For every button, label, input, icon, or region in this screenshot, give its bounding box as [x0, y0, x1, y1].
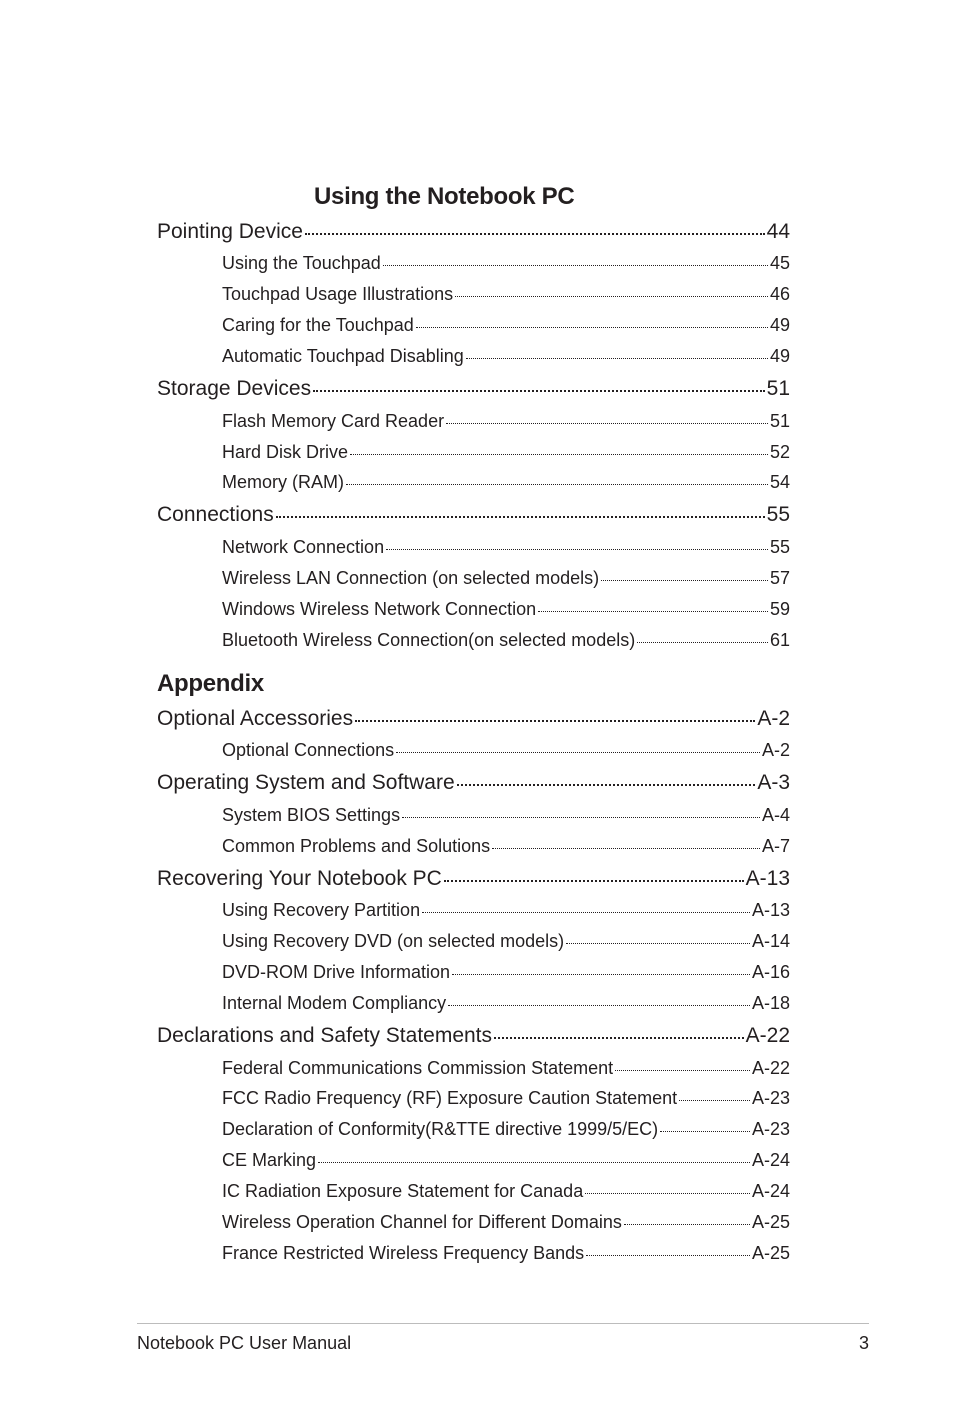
toc-entry-label: Wireless Operation Channel for Different Domains	[222, 1212, 622, 1232]
section-title-using-notebook: Using the Notebook PC	[314, 183, 575, 210]
footer-manual-title: Notebook PC User Manual	[137, 1333, 352, 1353]
dot-leader	[586, 1255, 750, 1256]
toc-entry-label: Recovering Your Notebook PC	[157, 867, 442, 890]
toc-entry-page: 57	[769, 568, 790, 588]
toc-entry-label: Touchpad Usage Illustrations	[222, 284, 454, 304]
toc-entry-page: A-13	[745, 867, 790, 890]
toc-entry-page: A-14	[751, 931, 790, 951]
toc-entry-label: Optional Accessories	[157, 707, 354, 730]
dot-leader	[585, 1193, 750, 1194]
toc-entry-label: Connections	[157, 503, 274, 526]
toc-entry-page: 44	[766, 220, 790, 243]
toc-entry-label: Storage Devices	[157, 377, 312, 400]
footer-divider	[137, 1323, 869, 1324]
toc-entry-label: System BIOS Settings	[222, 805, 401, 825]
toc-entry-page: A-7	[761, 836, 790, 856]
toc-entry-label: Federal Communications Commission Statement	[222, 1058, 614, 1078]
dot-leader	[346, 484, 768, 485]
toc-entry[interactable]	[157, 537, 790, 561]
toc-entry[interactable]	[157, 411, 790, 435]
toc-entry-label: Common Problems and Solutions	[222, 836, 491, 856]
toc-entry-page: A-22	[751, 1058, 790, 1078]
toc-entry[interactable]	[157, 220, 790, 246]
dot-leader	[444, 880, 744, 882]
toc-entry[interactable]	[157, 1181, 790, 1205]
toc-entry[interactable]	[157, 315, 790, 339]
toc-entry-page: A-25	[751, 1212, 790, 1232]
toc-entry[interactable]	[157, 900, 790, 924]
toc-entry[interactable]	[157, 771, 790, 797]
toc-entry-label: Bluetooth Wireless Connection(on selected models)	[222, 630, 636, 650]
toc-entry-page: 46	[769, 284, 790, 304]
toc-entry[interactable]	[157, 931, 790, 955]
toc-entry-page: 49	[769, 346, 790, 366]
toc-entry-page: A-16	[751, 962, 790, 982]
toc-entry-label: Network Connection	[222, 537, 385, 557]
dot-leader	[624, 1224, 750, 1225]
dot-leader	[402, 817, 760, 818]
toc-entry[interactable]	[157, 867, 790, 893]
dot-leader	[350, 454, 768, 455]
dot-leader	[276, 516, 765, 518]
dot-leader	[383, 265, 768, 266]
toc-entry-label: Flash Memory Card Reader	[222, 411, 445, 431]
toc-entry-page: A-2	[757, 707, 790, 730]
toc-entry-label: Caring for the Touchpad	[222, 315, 414, 335]
toc-entry[interactable]	[157, 1150, 790, 1174]
dot-leader	[494, 1037, 744, 1039]
toc-entry[interactable]	[157, 346, 790, 370]
toc-entry[interactable]	[157, 1058, 790, 1082]
toc-entry-label: Hard Disk Drive	[222, 442, 349, 462]
toc-entry[interactable]	[157, 377, 790, 403]
toc-entry-page: A-3	[757, 771, 790, 794]
toc-entry[interactable]	[157, 962, 790, 986]
dot-leader	[448, 1005, 750, 1006]
toc-entry[interactable]	[157, 1088, 790, 1112]
toc-entry[interactable]	[157, 253, 790, 277]
toc-entry-page: A-24	[751, 1150, 790, 1170]
toc-entry-label: Using Recovery DVD (on selected models)	[222, 931, 565, 951]
toc-entry-label: Operating System and Software	[157, 771, 455, 794]
toc-entry-label: Declaration of Conformity(R&TTE directive 1999/5/EC)	[222, 1119, 659, 1139]
dot-leader	[601, 580, 768, 581]
toc-entry-label: Pointing Device	[157, 220, 303, 243]
toc-entry-page: 49	[769, 315, 790, 335]
dot-leader	[396, 752, 760, 753]
toc-entry-page: 51	[769, 411, 790, 431]
dot-leader	[566, 943, 750, 944]
dot-leader	[422, 912, 750, 913]
dot-leader	[457, 784, 756, 786]
toc-entry-label: Declarations and Safety Statements	[157, 1024, 493, 1047]
toc-entry[interactable]	[157, 1024, 790, 1050]
toc-entry-label: Optional Connections	[222, 740, 395, 760]
footer-page-number: 3	[858, 1333, 869, 1353]
toc-entry[interactable]	[157, 284, 790, 308]
toc-entry-page: 61	[769, 630, 790, 650]
dot-leader	[637, 642, 768, 643]
toc-entry[interactable]	[157, 599, 790, 623]
toc-entry-page: 52	[769, 442, 790, 462]
toc-entry-label: Memory (RAM)	[222, 472, 344, 492]
toc-entry-label: CE Marking	[222, 1150, 317, 1170]
toc-entry-page: 55	[766, 503, 790, 526]
dot-leader	[355, 720, 755, 722]
toc-entry-label: DVD-ROM Drive Information	[222, 962, 451, 982]
dot-leader	[386, 549, 768, 550]
toc-entry[interactable]	[157, 836, 790, 860]
toc-entry-label: Windows Wireless Network Connection	[222, 599, 537, 619]
toc-entry[interactable]	[157, 568, 790, 592]
dot-leader	[452, 974, 750, 975]
toc-entry-label: Internal Modem Compliancy	[222, 993, 447, 1013]
toc-entry-label: France Restricted Wireless Frequency Bands	[222, 1243, 585, 1263]
toc-entry-page: A-25	[751, 1243, 790, 1263]
toc-entry-page: A-2	[761, 740, 790, 760]
toc-entry-page: A-18	[751, 993, 790, 1013]
dot-leader	[615, 1070, 750, 1071]
dot-leader	[660, 1131, 750, 1132]
dot-leader	[305, 233, 765, 235]
dot-leader	[466, 358, 768, 359]
toc-entry-label: IC Radiation Exposure Statement for Canada	[222, 1181, 584, 1201]
dot-leader	[538, 611, 768, 612]
dot-leader	[455, 296, 768, 297]
dot-leader	[446, 423, 768, 424]
dot-leader	[416, 327, 768, 328]
toc-entry-label: Automatic Touchpad Disabling	[222, 346, 464, 366]
toc-entry[interactable]	[157, 805, 790, 829]
toc-entry-page: 59	[769, 599, 790, 619]
toc-entry[interactable]	[157, 1212, 790, 1236]
toc-entry-page: 54	[769, 472, 790, 492]
toc-entry-page: 55	[769, 537, 790, 557]
section-title-appendix: Appendix	[157, 670, 264, 697]
toc-entry[interactable]	[157, 707, 790, 733]
toc-entry-label: Wireless LAN Connection (on selected models)	[222, 568, 600, 588]
dot-leader	[492, 848, 760, 849]
toc-entry[interactable]	[157, 740, 790, 764]
toc-entry-page: A-23	[751, 1119, 790, 1139]
toc-entry[interactable]	[157, 472, 790, 496]
toc-entry[interactable]	[157, 1243, 790, 1267]
toc-entry[interactable]	[157, 630, 790, 654]
toc-entry-page: A-24	[751, 1181, 790, 1201]
toc-entry-label: Using Recovery Partition	[222, 900, 421, 920]
dot-leader	[318, 1162, 750, 1163]
toc-entry-page: A-22	[745, 1024, 790, 1047]
toc-entry[interactable]	[157, 503, 790, 529]
toc-entry-page: A-4	[761, 805, 790, 825]
toc-entry[interactable]	[157, 442, 790, 466]
toc-entry-page: 51	[766, 377, 790, 400]
dot-leader	[679, 1100, 750, 1101]
toc-entry-page: A-23	[751, 1088, 790, 1108]
toc-entry-label: FCC Radio Frequency (RF) Exposure Caution Statement	[222, 1088, 678, 1108]
toc-entry[interactable]	[157, 993, 790, 1017]
toc-entry-page: 45	[769, 253, 790, 273]
toc-entry[interactable]	[157, 1119, 790, 1143]
dot-leader	[313, 390, 765, 392]
toc-entry-page: A-13	[751, 900, 790, 920]
toc-entry-label: Using the Touchpad	[222, 253, 381, 273]
